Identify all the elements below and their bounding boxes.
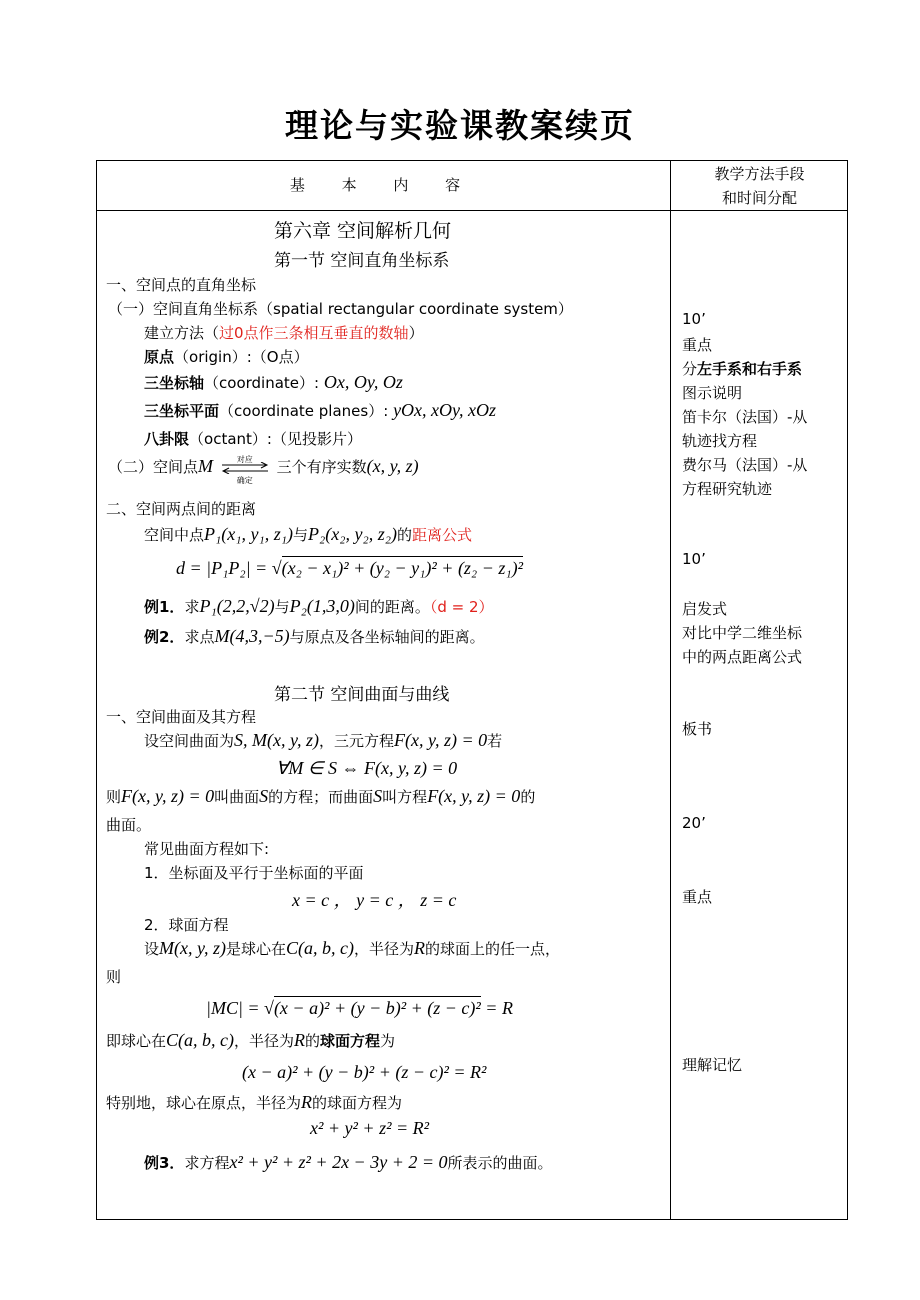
s1-sub2-math: (x, y, z) [366,456,419,476]
s2-ie-m1: C(a, b, c) [166,1030,234,1050]
ex3-math: x² + y² + z² + 2x − 3y + 2 = 0 [229,1152,448,1172]
s2-para1 [144,730,502,751]
ex1-label: 例1． [144,598,185,616]
s2-p2-a: 则 [106,788,122,806]
ex1-p2: P₂(1,3,0) [289,596,355,616]
s2-p2-b: 叫曲面 [214,788,260,806]
origin-label: 原点 [144,348,175,366]
s2-sph-c: ，半径为 [354,940,415,958]
note-key-point-a: 重点 [682,336,713,354]
dist-and: 与 [293,526,309,544]
dist-prefix: 空间中点 [144,526,205,544]
s2-p2-m2: S [259,786,269,806]
s2-p2-e: 的 [520,788,536,806]
s2-p2-m4: F(x, y, z) = 0 [427,786,521,806]
note-hand-bold: 左手系和右手系 [697,360,803,378]
sphere-equation: (x − a)² + (y − b)² + (z − c)² = R² [242,1062,487,1082]
sqrt-icon: √ [271,558,282,578]
s2-p1-a: 设空间曲面为 [144,732,235,750]
note-hand-prefix: 分 [682,360,698,378]
s2-para2-end: 曲面。 [106,816,152,834]
s2-p1-m2: F(x, y, z) = 0 [394,730,488,750]
ex1-answer: （d = 2） [429,598,494,616]
distance-formula [176,556,523,579]
s2-ie-b: ，半径为 [234,1032,295,1050]
s2-ie-a: 即球心在 [106,1032,167,1050]
s2-sp-b: 的球面方程为 [312,1094,403,1112]
column-divider [670,160,671,1220]
s2-p2-d: 叫方程 [382,788,428,806]
ex1-p1: P₁(2,2,√2) [199,596,275,616]
octant-label: 八卦限 [144,430,190,448]
s2-case1-math: x = c ， y = c ， z = c [292,890,457,910]
header-method-line1: 教学方法手段 [714,165,805,183]
mc-formula [206,996,513,1019]
s1-sub2-prefix: （二）空间点 [108,458,199,476]
header-content-label: 基 本 内 容 [289,176,477,194]
arrow-top-label: 对应 [236,454,253,464]
s1-method [144,322,424,343]
s2-forall: ∀M ∈ S ⇔ F(x, y, z) = 0 [276,758,458,778]
s1-item2: 二、空间两点间的距离 [106,500,257,518]
note-descartes-2: 轨迹找方程 [682,432,758,450]
ex2-end: 与原点及各坐标轴间的距离。 [289,628,485,646]
s2-sph-m1: M(x, y, z) [159,938,226,958]
octant-rest: （octant）:（见投影片） [189,430,362,448]
s2-p2-m3: S [373,786,383,806]
ex1-text: 求 [184,598,200,616]
page-title: 理论与实验课教案续页 [285,106,635,145]
s2-case1: 1．坐标面及平行于坐标面的平面 [144,864,364,882]
planes-label: 三坐标平面 [144,402,220,420]
s1-axes [144,372,403,393]
mc-right: = R [480,998,513,1018]
note-fermat-2: 方程研究轨迹 [682,480,773,498]
dist-formula-left: d = |P₁P₂| = [176,558,272,578]
sqrt-icon: √ [264,998,274,1018]
s2-ie-d: 为 [380,1032,396,1050]
chapter-heading: 第六章 空间解析几何 [274,220,452,242]
s2-p1-m1: S, M(x, y, z) [234,730,319,750]
s1-sub2 [108,454,419,485]
s2-p1-c: 若 [487,732,503,750]
s2-sph-b: 是球心在 [226,940,287,958]
ex3-end: 所表示的曲面。 [447,1154,553,1172]
ex1-and: 与 [274,598,290,616]
note-heuristic: 启发式 [682,600,728,618]
mc-root: (x − a)² + (y − b)² + (z − c)² [273,998,481,1018]
axes-rest: （coordinate）: [204,374,320,392]
planes-math: yOx, xOy, xOz [393,400,497,420]
dist-of: 的 [397,526,413,544]
s2-sphere-text [144,938,560,959]
origin-rest: （origin）:（O点） [174,348,309,366]
note-compare-2: 中的两点距离公式 [682,648,803,666]
ex2-text: 求点 [184,628,215,646]
ex2-M: M(4,3,−5) [214,626,290,646]
note-memorize: 理解记忆 [682,1056,743,1074]
s1-planes [144,400,496,421]
s2-ie [106,1030,395,1051]
example1 [144,596,494,617]
s1-method-prefix: 建立方法（ [144,324,220,342]
s2-ie-c: 的 [305,1032,321,1050]
arrow-bottom-label: 确定 [236,475,253,485]
s2-p2-c: 的方程；而曲面 [268,788,374,806]
note-blackboard: 板书 [682,720,713,738]
ex3-text: 求方程 [184,1154,230,1172]
s2-sph-a: 设 [144,940,160,958]
dist-p2: P₂(x₂, y₂, z₂) [308,524,398,544]
s2-sph-d: 的球面上的任一点， [425,940,561,958]
section1-heading: 第一节 空间直角坐标系 [274,251,450,271]
header-method-line2: 和时间分配 [721,189,797,207]
s2-common: 常见曲面方程如下: [144,840,270,858]
example2 [144,626,485,647]
planes-rest: （coordinate planes）: [219,402,389,420]
s2-p1-b: ，三元方程 [319,732,395,750]
s2-item1: 一、空间曲面及其方程 [106,708,257,726]
section2-heading: 第二节 空间曲面与曲线 [274,685,450,705]
s1-octant [144,428,362,449]
s2-sph-m2: C(a, b, c) [286,938,354,958]
s2-p2-m1: F(x, y, z) = 0 [121,786,215,806]
s1-item1: 一、空间点的直角坐标 [106,276,257,294]
double-arrow-icon [220,462,270,474]
s2-sp-a: 特别地，球心在原点，半径为 [106,1094,302,1112]
s1-sub1: （一）空间直角坐标系（spatial rectangular coordinate system） [108,300,573,318]
header-method-label [671,162,848,210]
note-illustration: 图示说明 [682,384,743,402]
time-10-b: 10’ [682,550,706,568]
dist-p1: P₁(x₁, y₁, z₁) [204,524,294,544]
header-divider [96,210,848,211]
origin-sphere-equation: x² + y² + z² = R² [310,1118,430,1138]
time-10-a: 10’ [682,310,706,328]
ex2-label: 例2． [144,628,185,646]
s1-origin [144,346,309,367]
mc-left: |MC| = [206,998,265,1018]
axes-math: Ox, Oy, Oz [323,372,403,392]
note-compare: 对比中学二维坐标 [682,624,803,642]
ex1-end: 间的距离。 [354,598,430,616]
s2-case2: 2．球面方程 [144,916,229,934]
note-hand-systems [682,358,802,379]
note-fermat: 费尔马（法国）-从 [682,456,808,474]
s2-special [106,1092,402,1113]
correspondence-arrows [220,454,270,485]
time-20: 20’ [682,814,706,832]
ex3-label: 例3． [144,1154,185,1172]
s2-sp-m: R [301,1092,313,1112]
note-key-point-b: 重点 [682,888,713,906]
s1-sub2-suffix: 三个有序实数 [276,458,367,476]
axes-label: 三坐标轴 [144,374,205,392]
s1-method-suffix: ） [408,324,424,342]
distance-text [144,524,472,545]
s2-then: 则 [106,968,122,986]
s2-ie-bold: 球面方程 [320,1032,381,1050]
s2-para2 [106,786,535,807]
example3 [144,1152,553,1173]
s2-ie-m2: R [294,1030,306,1050]
dist-formula-root: (x₂ − x₁)² + (y₂ − y₁)² + (z₂ − z₁)² [281,558,523,578]
dist-formula-label: 距离公式 [412,526,473,544]
s1-sub2-M: M [198,456,214,476]
note-descartes: 笛卡尔（法国）-从 [682,408,808,426]
s2-sph-m3: R [414,938,426,958]
s1-method-red: 过0点作三条相互垂直的数轴 [219,324,409,342]
